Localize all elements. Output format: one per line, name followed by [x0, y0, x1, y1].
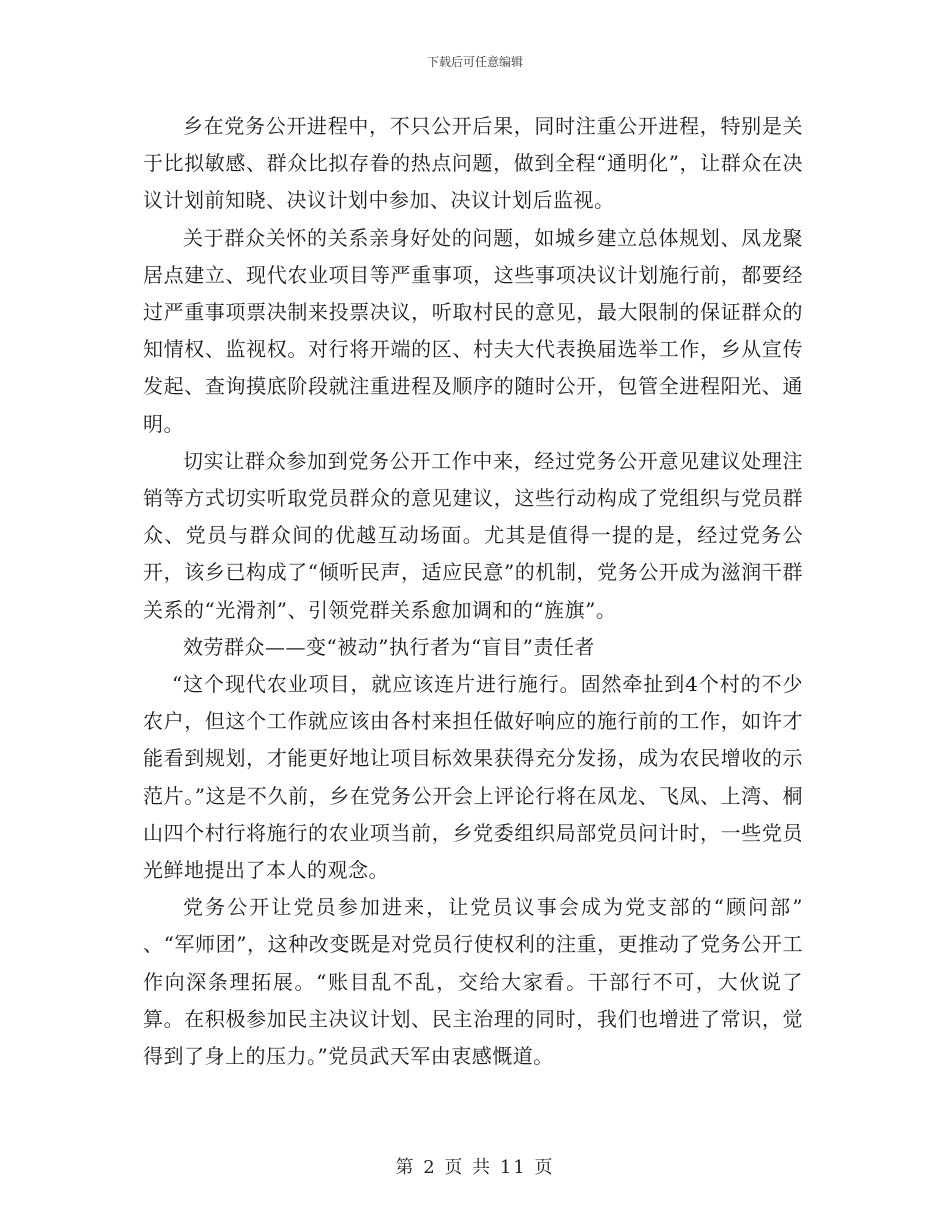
paragraph-public-participation: 切实让群众参加到党务公开工作中来，经过党务公开意见建议处理注销等方式切实听取党员群众的意见建议，这些行动构成了党组织与党员群众、党员与群众间的优越互动场面。尤其是值得一提的是，经过党务公开，该乡已构成了“倾听民声，适应民意”的机制，党务公开成为滋润干群关系的“光滑剂”、引领党群关系愈加调和的“旌旗”。 [143, 448, 803, 622]
page-header-note: 下载后可任意编辑 [426, 55, 523, 69]
section-heading-serve-people: 效劳群众——变“被动”执行者为“盲目”责任者 [183, 634, 595, 659]
page-number: 第 2 页 共 11 页 [395, 1157, 555, 1178]
paragraph-process-openness: 乡在党务公开进程中，不只公开后果，同时注重公开进程，特别是关于比拟敏感、群众比拟存眷的热点问题，做到全程“通明化”，让群众在决议计划前知晓、决议计划中参加、决议计划后监视。 [143, 114, 803, 213]
paragraph-agriculture-quote: “这个现代农业项目，就应该连片进行施行。固然牵扯到4个村的不少农户，但这个工作就应该由各村来担任做好响应的施行前的工作，如许才能看到规划，才能更好地让项目标效果获得充分发扬，成为农民增收的示范片。”这是不久前，乡在党务公开会上评论行将在凤龙、飞凤、上湾、桐山四个村行将施行的农业项当前，乡党委组织局部党员问计时，一些党员光鲜地提出了本人的观念。 [143, 672, 803, 883]
paragraph-major-matters: 关于群众关怀的关系亲身好处的问题，如城乡建立总体规划、凤龙聚居点建立、现代农业项目等严重事项，这些事项决议计划施行前，都要经过严重事项票决制来投票决议，听取村民的意见，最大限制的保证群众的知情权、监视权。对行将开端的区、村夫大代表换届选举工作，乡从宣传发起、查询摸底阶段就注重进程及顺序的随时公开，包管全进程阳光、通明。 [143, 225, 803, 436]
document-body [143, 108, 803, 1075]
paragraph-party-member-council: 党务公开让党员参加进来，让党员议事会成为党支部的“顾问部” 、“军师团”，这种改变既是对党员行使权利的注重，更推动了党务公开工作向深条理拓展。“账目乱不乱，交给大家看。干部行不可，大伙说了算。在积极参加民主决议计划、民主治理的同时，我们也增进了常识，觉得到了身上的压力。”党员武天军由衷感慨道。 [143, 895, 803, 1069]
